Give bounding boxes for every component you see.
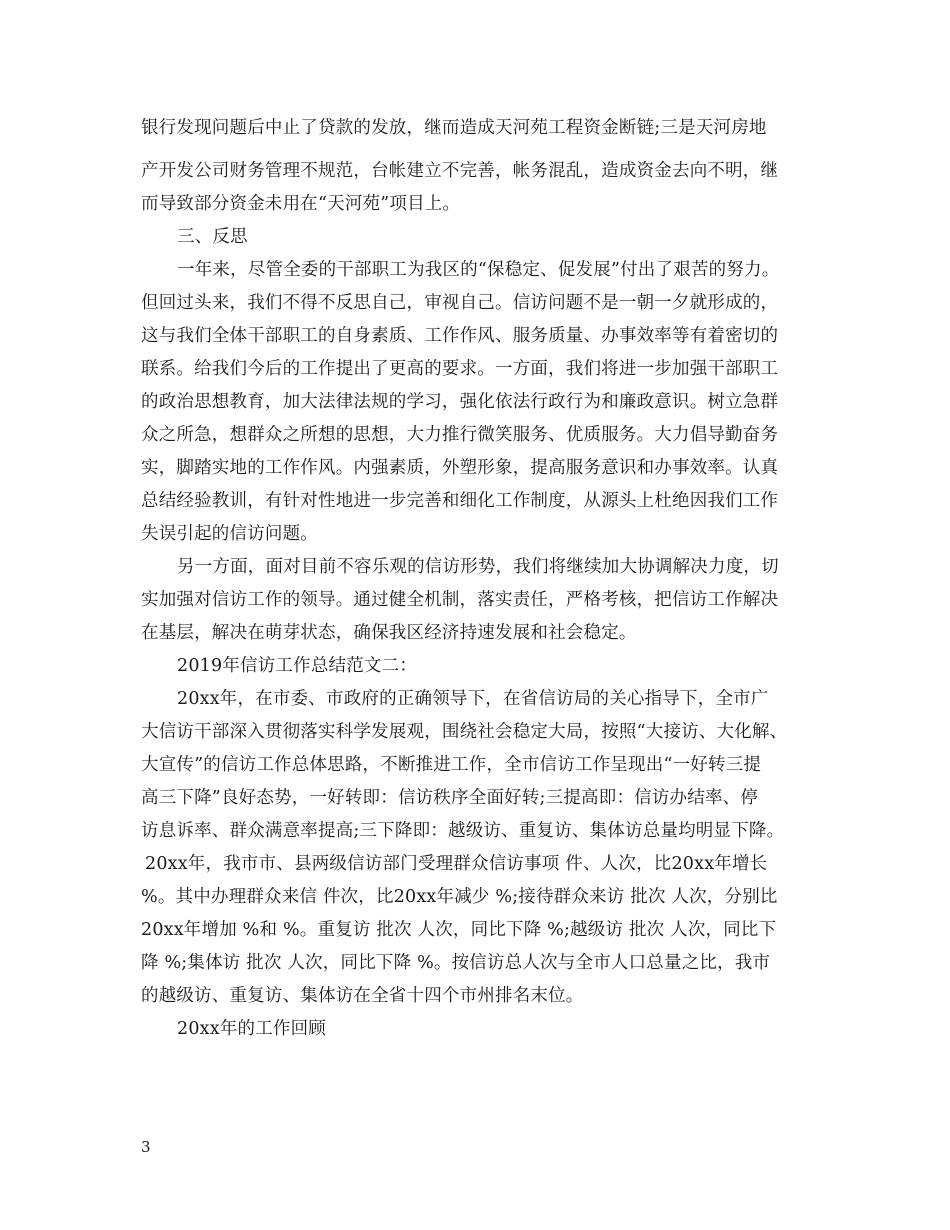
text-line: 20xx年，我市市、县两级信访部门受理群众信访事项 件、人次，比20xx年增长: [145, 854, 768, 874]
text-line: %。其中办理群众来信 件次，比20xx年减少 %;接待群众来访 批次 人次，分别比: [141, 887, 778, 907]
text-line: 另一方面，面对目前不容乐观的信访形势，我们将继续加大协调解决力度，切: [177, 557, 779, 577]
text-line: 联系。给我们今后的工作提出了更高的要求。一方面，我们将进一步加强干部职工: [141, 359, 779, 379]
text-line: 产开发公司财务管理不规范，台帐建立不完善，帐务混乱，造成资金去向不明，继: [141, 161, 779, 181]
text-line: 众之所急，想群众之所想的思想，大力推行微笑服务、优质服务。大力倡导勤奋务: [141, 425, 779, 445]
text-line: 高三下降”良好态势，一好转即：信访秩序全面好转;三提高即：信访办结率、停: [141, 788, 759, 808]
text-line: 总结经验教训，有针对性地进一步完善和细化工作制度，从源头上杜绝因我们工作: [141, 491, 779, 511]
text-line: 20xx年，在市委、市政府的正确领导下，在省信访局的关心指导下，全市广: [177, 689, 769, 709]
text-line: 大信访干部深入贯彻落实科学发展观，围绕社会稳定大局，按照“大接访、大化解、: [141, 722, 788, 742]
text-line: 降 %;集体访 批次 人次，同比下降 %。按信访总人次与全市人口总量之比，我市: [141, 953, 771, 973]
text-line: 失误引起的信访问题。: [141, 524, 318, 544]
text-line: 银行发现问题后中止了贷款的发放，继而造成天河苑工程资金断链;三是天河房地: [141, 118, 767, 138]
text-line: 这与我们全体干部职工的自身素质、工作作风、服务质量、办事效率等有着密切的: [141, 326, 779, 346]
text-line: 实加强对信访工作的领导。通过健全机制，落实责任，严格考核，把信访工作解决: [141, 590, 779, 610]
text-line: 但回过头来，我们不得不反思自己，审视自己。信访问题不是一朝一夕就形成的，: [141, 293, 779, 313]
text-line: 20xx年增加 %和 %。重复访 批次 人次，同比下降 %;越级访 批次 人次，同比下: [141, 920, 777, 940]
text-line: 的政治思想教育，加大法律法规的学习，强化依法行政行为和廉政意识。树立急群: [141, 392, 779, 412]
text-line: 实，脚踏实地的工作作风。内强素质，外塑形象，提高服务意识和办事效率。认真: [141, 458, 779, 478]
section-heading: 2019年信访工作总结范文二：: [177, 656, 418, 676]
section-heading: 20xx年的工作回顾: [177, 1019, 327, 1039]
text-line: 一年来，尽管全委的干部职工为我区的“保稳定、促发展”付出了艰苦的努力。: [177, 260, 780, 280]
text-line: 大宣传”的信访工作总体思路，不断推进工作，全市信访工作呈现出“一好转三提: [141, 755, 762, 775]
text-line: 的越级访、重复访、集体访在全省十四个市州排名末位。: [141, 986, 584, 1006]
text-line: 访息诉率、群众满意率提高;三下降即：越级访、重复访、集体访总量均明显下降。: [141, 821, 785, 841]
section-heading: 三、反思: [177, 227, 248, 247]
text-line: 在基层，解决在萌芽状态，确保我区经济持速发展和社会稳定。: [141, 623, 637, 643]
text-line: 而导致部分资金未用在“天河苑”项目上。: [141, 194, 461, 214]
page-number: 3: [141, 1138, 151, 1156]
